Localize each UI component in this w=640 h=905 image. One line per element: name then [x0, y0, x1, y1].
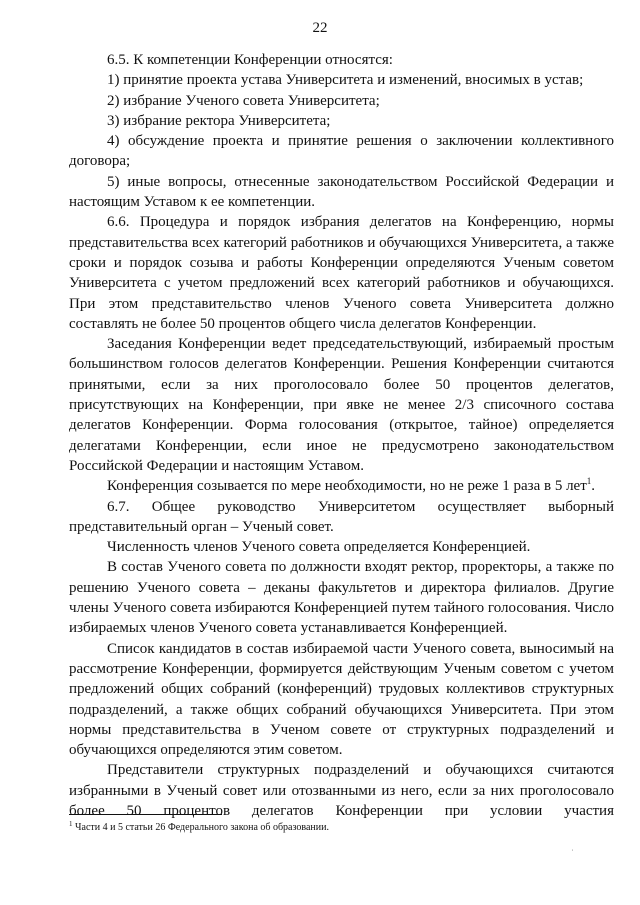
footnote-reference[interactable]: 1 — [586, 476, 592, 487]
paragraph-meetings: Заседания Конференции ведет председательствующий, избираемый простым большинством голосов делегатов Конференции. Решения Конференции считаются принятыми, если за них проголосовало более 50 процентов делегатов, присутствующих на Конференции, при явке не менее 2/3 списочного состава делегатов Конференции. Форма голосования (открытое, тайное) определяется делегатами Конференции, если иное не предусмотрено законодательством Российской Федерации и настоящим Уставом. — [69, 336, 614, 474]
list-item-5: 5) иные вопросы, отнесенные законодательством Российской Федерации и настоящим Уставом к ее компетенции. — [69, 173, 614, 211]
scan-mark: ˙ — [571, 848, 574, 857]
paragraph-representatives: Представители структурных подразделений и обучающихся считаются избранными в Ученый совет или отозванными из него, если за них проголосовало более 50 процентов делегатов Конференции при условии участия — [69, 762, 614, 819]
paragraph-6-5: 6.5. К компетенции Конференции относятся: — [107, 52, 393, 68]
paragraph-convening — [69, 476, 614, 496]
footnote-separator — [69, 814, 222, 815]
footnote — [69, 821, 609, 834]
list-item-1: 1) принятие проекта устава Университета и изменений, вносимых в устав; — [107, 72, 584, 89]
convening-text: Конференция созывается по мере необходимости, но не реже 1 раза в 5 лет — [107, 478, 587, 495]
document-body — [69, 50, 614, 821]
list-item-3: 3) избрание ректора Университета; — [107, 112, 331, 129]
paragraph-council-composition: В состав Ученого совета по должности входят ректор, проректоры, а также по решению Ученого совета – деканы факультетов и директора филиалов. Другие члены Ученого совета избираются Конференцией путем тайного голосования. Число избираемых членов Ученого совета устанавливается Конференцией. — [69, 559, 614, 637]
list-item-2: 2) избрание Ученого совета Университета; — [107, 92, 380, 109]
list-item-4: 4) обсуждение проекта и принятие решения о заключении коллективного договора; — [69, 133, 614, 170]
footnote-text: Части 4 и 5 статьи 26 Федерального закона об образовании. — [75, 822, 329, 833]
paragraph-candidate-list: Список кандидатов в состав избираемой части Ученого совета, выносимый на рассмотрение Конференции, формируется действующим Ученым советом с учетом предложений общих собраний (конференций) трудовых коллективов структурных подразделений, а также общих собраний обучающихся Университета. При этом нормы представительства в Ученом совете от структурных подразделений и обучающихся определяются этим советом. — [69, 640, 614, 759]
paragraph-6-7: 6.7. Общее руководство Университетом осуществляет выборный представительный орган – Ученый совет. — [69, 498, 614, 535]
footnote-marker: 1 — [69, 820, 73, 828]
page-number: 22 — [312, 20, 328, 36]
convening-period: . — [591, 478, 596, 495]
paragraph-6-6: 6.6. Процедура и порядок избрания делегатов на Конференцию, нормы представительства всех категорий работников и обучающихся Университета, а также сроки и порядок созыва и работы Конференции определяются Ученым советом Университета с учетом предложений всех категорий работников и обучающихся. При этом представительство членов Ученого совета Университета должно составлять не более 50 процентов общего числа делегатов Конференции. — [69, 214, 614, 332]
paragraph-council-size: Численность членов Ученого совета определяется Конференцией. — [107, 539, 531, 556]
